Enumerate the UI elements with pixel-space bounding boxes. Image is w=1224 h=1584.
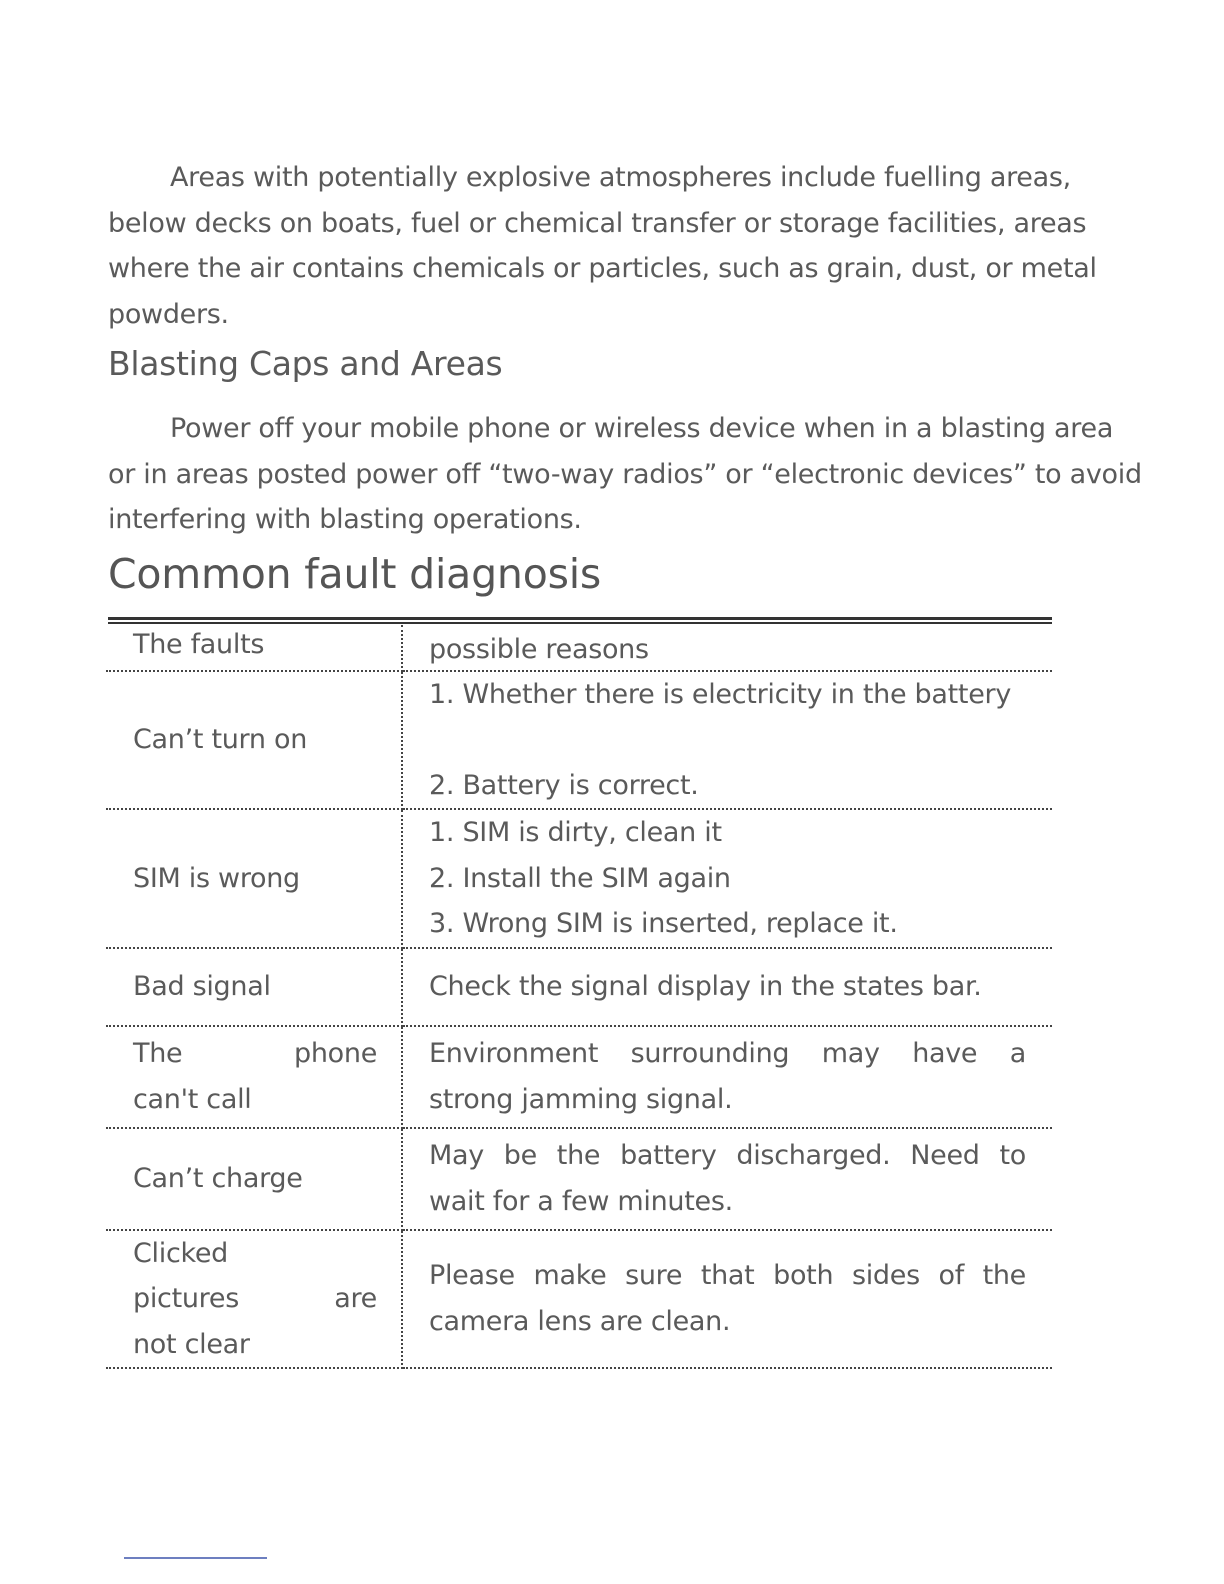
reason-line: wait for a few minutes. — [429, 1185, 733, 1217]
reason-line: Please make sure that both sides of the — [429, 1260, 1026, 1292]
fault-cell: Can’t turn on — [106, 671, 402, 809]
fault-line: The phone — [133, 1038, 377, 1069]
reason-cell — [402, 1128, 1052, 1230]
table-top-rule — [108, 617, 1052, 620]
table-row — [106, 948, 1052, 1026]
fault-line: pictures are — [133, 1283, 377, 1314]
table-top-rule-inner — [108, 622, 1052, 624]
intro-paragraph — [108, 155, 1148, 337]
reason-line: 3. Wrong SIM is inserted, replace it. — [429, 908, 898, 939]
reason-line: Environment surrounding may have a — [429, 1038, 1026, 1069]
header-faults: The faults — [106, 625, 402, 671]
table-row — [106, 671, 1052, 809]
reason-cell — [402, 1230, 1052, 1369]
table-header-row — [106, 625, 1052, 671]
fault-table — [106, 625, 1052, 1369]
reason-line: 1. SIM is dirty, clean it — [429, 817, 722, 848]
fault-cell: SIM is wrong — [106, 809, 402, 948]
reason-line: strong jamming signal. — [429, 1083, 733, 1115]
table-row — [106, 809, 1052, 948]
fault-section-heading: Common fault diagnosis — [108, 550, 602, 598]
reason-line: 2. Install the SIM again — [429, 862, 731, 894]
fault-line: not clear — [133, 1328, 250, 1360]
fault-line: Clicked — [133, 1237, 229, 1269]
reason-cell — [402, 671, 1052, 809]
blasting-paragraph — [108, 406, 1148, 543]
page-bottom-mark — [124, 1557, 267, 1559]
fault-cell: Bad signal — [106, 948, 402, 1026]
reason-line: camera lens are clean. — [429, 1305, 731, 1337]
intro-paragraph-text: Areas with potentially explosive atmospheres include fuelling areas, below decks on boats, fuel or chemical transfer or storage facilities, areas where the air contains chemicals or particles, such as grain, dust, or metal powders. — [108, 162, 1097, 330]
fault-cell — [106, 1026, 402, 1128]
reason-cell: Check the signal display in the states bar. — [402, 948, 1052, 1026]
blasting-paragraph-text: Power off your mobile phone or wireless device when in a blasting area or in areas posted power off “two-way radios” or “electronic devices” to avoid interfering with blasting operations. — [108, 413, 1142, 535]
reason-cell — [402, 809, 1052, 948]
table-row — [106, 1128, 1052, 1230]
reason-line: 2. Battery is correct. — [429, 769, 699, 801]
header-reasons: possible reasons — [402, 625, 1052, 671]
fault-cell: Can’t charge — [106, 1128, 402, 1230]
table-row — [106, 1026, 1052, 1128]
reason-cell — [402, 1026, 1052, 1128]
blasting-heading: Blasting Caps and Areas — [108, 344, 503, 383]
reason-line: 1. Whether there is electricity in the battery — [429, 679, 1012, 710]
table-row — [106, 1230, 1052, 1369]
reason-line: May be the battery discharged. Need to — [429, 1140, 1026, 1171]
fault-line: can't call — [133, 1083, 252, 1115]
fault-cell — [106, 1230, 402, 1369]
